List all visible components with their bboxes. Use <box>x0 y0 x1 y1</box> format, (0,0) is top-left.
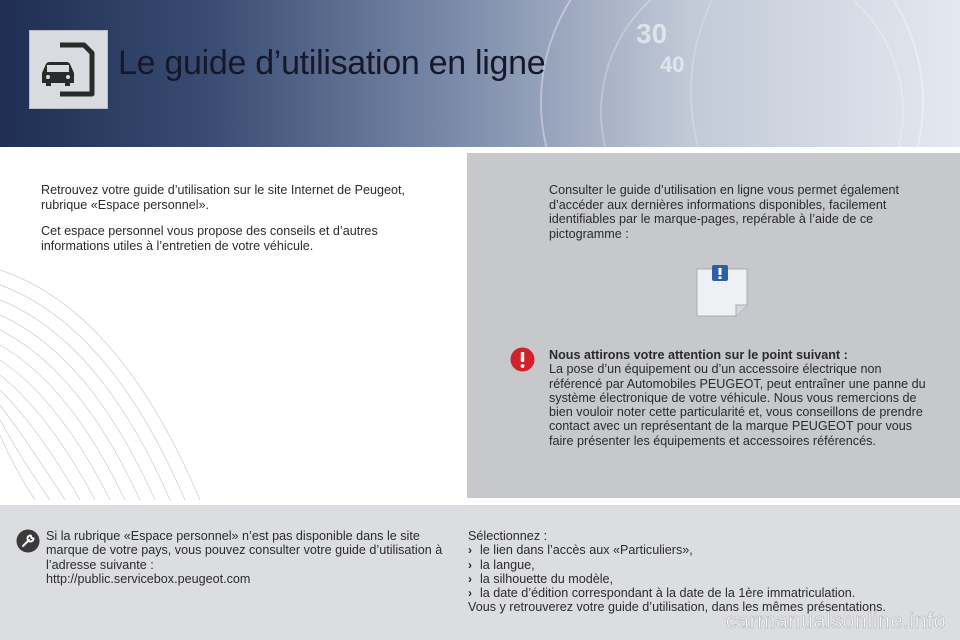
list-item-text: le lien dans l’accès aux «Particuliers», <box>480 543 693 558</box>
bottom-info-band <box>0 505 960 640</box>
chevron-right-icon: › <box>468 543 472 558</box>
list-item <box>468 543 948 557</box>
banner-speed-number: 30 <box>636 18 668 49</box>
wrench-info-icon <box>16 529 40 553</box>
watermark: carmanualsonline.info <box>725 608 946 633</box>
list-item-text: la silhouette du modèle, <box>480 571 614 586</box>
warning-text: La pose d’un équipement ou d’un accessoire électrique non référencé par Automobiles PEUGEOT, peut entraîner une panne du système électronique de votre véhicule. Nous vous remercions de bien vouloir noter cette particularité et, vous conseillons de prendre contact avec un représentant de la marque PEUGEOT pour vous faire présenter les équipements et accessoires référencés. <box>549 362 926 448</box>
select-label: Sélectionnez : <box>468 529 548 543</box>
chevron-right-icon: › <box>468 571 472 586</box>
list-item-text: la langue, <box>480 557 535 572</box>
car-document-icon <box>30 31 107 108</box>
chapter-icon-box <box>29 30 108 109</box>
decorative-lines <box>0 250 240 500</box>
list-item <box>468 586 948 600</box>
page-title: Le guide d’utilisation en ligne <box>118 44 546 82</box>
selection-steps <box>468 529 948 615</box>
info-panel <box>467 153 960 498</box>
warning-title: Nous attirons votre attention sur le point suivant : <box>549 348 848 362</box>
banner-speed-number: 40 <box>660 52 685 77</box>
bookmark-note-icon <box>696 265 748 317</box>
exclamation-icon <box>510 347 535 372</box>
fallback-info-message: Si la rubrique «Espace personnel» n’est pas disponible dans le site marque de votre pays, vous pouvez consulter votre guide d’utilisation à l’adresse suivante : <box>46 529 443 572</box>
panel-intro-text: Consulter le guide d’utilisation en ligne vous permet également d’accéder aux dernières informations disponibles, facilement identifiables par le marque-pages, repérable à l’aide de ce pictogramme : <box>549 183 900 241</box>
left-column <box>41 183 431 265</box>
closing-text: Vous y retrouverez votre guide d’utilisation, dans les mêmes présentations. <box>468 600 886 615</box>
intro-paragraph: Retrouvez votre guide d’utilisation sur le site Internet de Peugeot, rubrique «Espace personnel». <box>41 183 406 212</box>
intro-paragraph: Cet espace personnel vous propose des conseils et d’autres informations utiles à l’entretien de votre véhicule. <box>41 224 378 253</box>
chevron-right-icon: › <box>468 586 472 601</box>
steps-list <box>468 543 948 600</box>
banner-decor-arc <box>690 0 960 147</box>
warning-note <box>549 348 929 448</box>
header-banner <box>0 0 960 147</box>
list-item <box>468 572 948 586</box>
chevron-right-icon: › <box>468 557 472 572</box>
list-item-text: la date d’édition correspondant à la date de la 1ère immatriculation. <box>480 586 856 601</box>
fallback-info-text <box>46 529 446 586</box>
servicebox-url: http://public.servicebox.peugeot.com <box>46 571 251 586</box>
list-item <box>468 558 948 572</box>
